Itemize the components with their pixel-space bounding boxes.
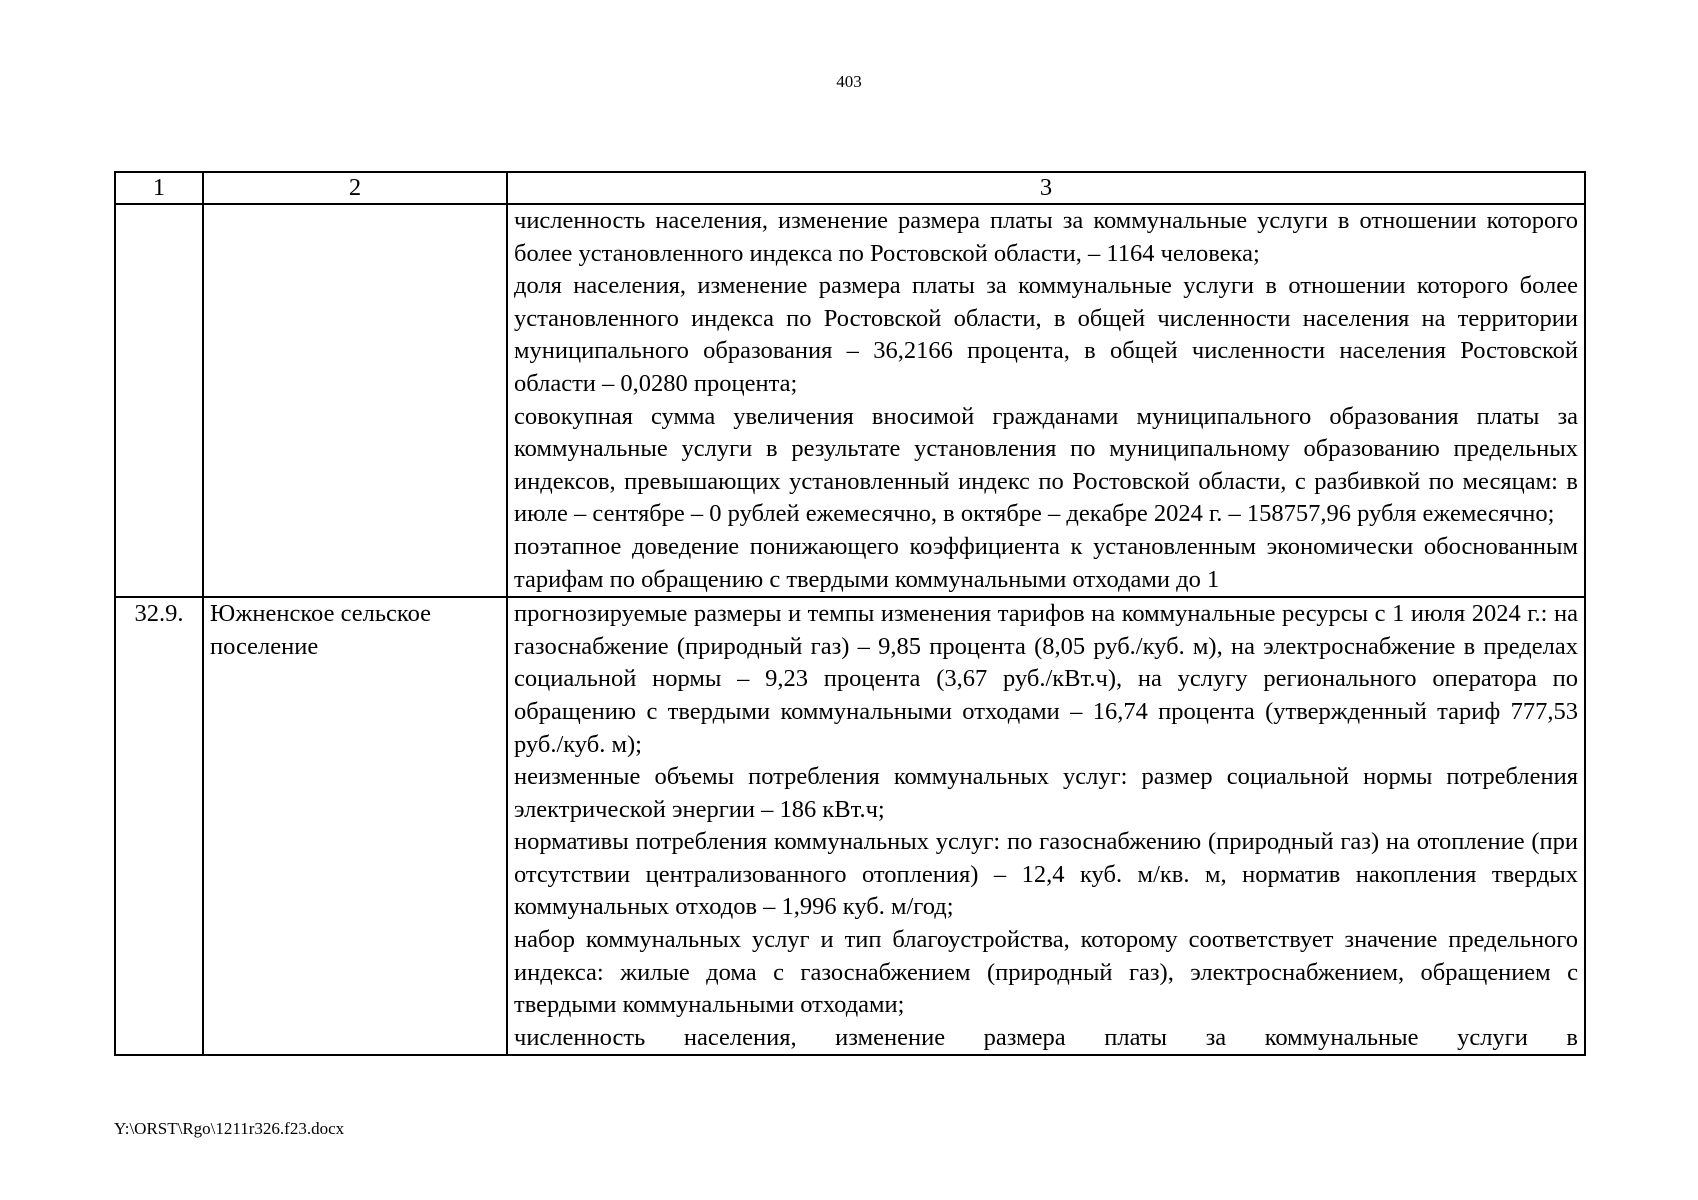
header-cell-3: 3 bbox=[507, 172, 1585, 204]
content-paragraph: набор коммунальных услуг и тип благоустройства, которому соответствует значение предельного индекса: жилые дома с газоснабжением (природный газ), электроснабжением, обращением с твердыми коммунальными отходами; bbox=[514, 926, 1578, 1019]
row-number-cell: 32.9. bbox=[115, 597, 203, 1055]
footer-file-path: Y:\ORST\Rgo\1211r326.f23.docx bbox=[114, 1119, 345, 1138]
content-paragraph: доля населения, изменение размера платы за коммунальные услуги в отношении которого более установленного индекса по Ростовской области, в общей численности населения на территории муниципального образования – 36,2166 процента, в общей численности населения Ростовской области – 0,0280 процента; bbox=[514, 272, 1578, 397]
document-table bbox=[114, 171, 1586, 1056]
content-paragraph: нормативы потребления коммунальных услуг: по газоснабжению (природный газ) на отопление (при отсутствии централизованного отопления) – 12,4 куб. м/кв. м, норматив накопления твердых коммунальных отходов – 1,996 куб. м/год; bbox=[514, 828, 1578, 921]
header-cell-2: 2 bbox=[203, 172, 507, 204]
row-content-cell bbox=[507, 204, 1585, 597]
content-paragraph: прогнозируемые размеры и темпы изменения тарифов на коммунальные ресурсы с 1 июля 2024 г.: на газоснабжение (природный газ) – 9,85 процента (8,05 руб./куб. м), на электроснабжение в пределах социальной нормы – 9,23 процента (3,67 руб./кВт.ч), на услугу регионального оператора по обращению с твердыми коммунальными отходами – 16,74 процента (утвержденный тариф 777,53 руб./куб. м); bbox=[514, 600, 1578, 758]
content-paragraph: численность населения, изменение размера платы за коммунальные услуги в отношении которого более установленного индекса по Ростовской области, – 1164 человека; bbox=[514, 207, 1578, 267]
table-row bbox=[115, 204, 1585, 597]
content-paragraph: численность населения, изменение размера платы за коммунальные услуги в bbox=[514, 1023, 1578, 1051]
row-name-cell: Южненское сельское поселение bbox=[203, 597, 507, 1055]
content-paragraph: совокупная сумма увеличения вносимой гражданами муниципального образования платы за коммунальные услуги в результате установления по муниципальному образованию предельных индексов, превышающих установленный индекс по Ростовской области, с разбивкой по месяцам: в июле – сентябре – 0 рублей ежемесячно, в октябре – декабре 2024 г. – 158757,96 рубля ежемесячно; bbox=[514, 402, 1578, 528]
row-number-cell bbox=[115, 204, 203, 597]
table-header-row bbox=[115, 172, 1585, 204]
page-number: 403 bbox=[836, 72, 862, 91]
row-name-cell bbox=[203, 204, 507, 597]
content-paragraph: поэтапное доведение понижающего коэффициента к установленным экономически обоснованным тарифам по обращению с твердыми коммунальными отходами до 1 bbox=[514, 532, 1578, 593]
row-content-cell bbox=[507, 597, 1585, 1055]
content-paragraph: неизменные объемы потребления коммунальных услуг: размер социальной нормы потребления электрической энергии – 186 кВт.ч; bbox=[514, 763, 1578, 823]
header-cell-1: 1 bbox=[115, 172, 203, 204]
table-row bbox=[115, 597, 1585, 1055]
